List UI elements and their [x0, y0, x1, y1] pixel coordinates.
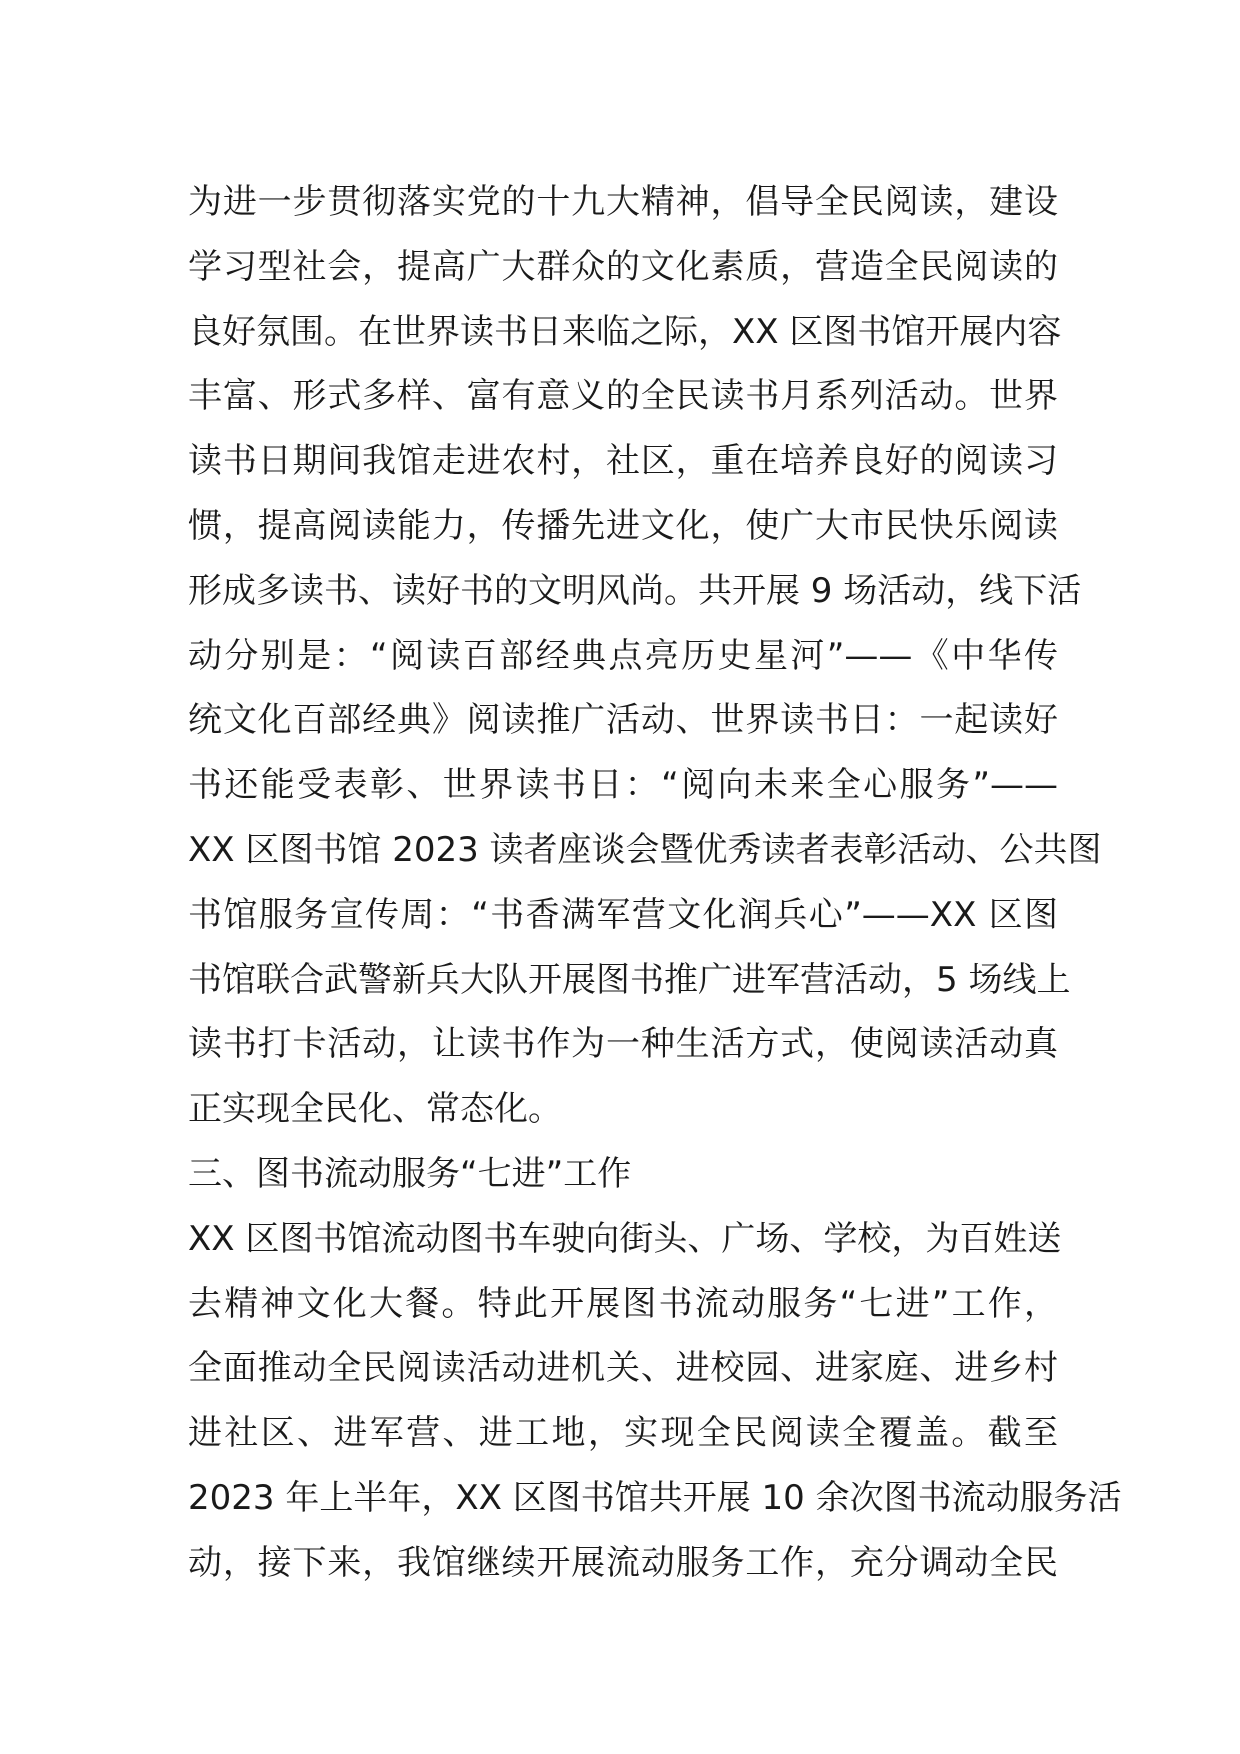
paragraph-line: 书馆联合武警新兵大队开展图书推广进军营活动，5 场线上 [188, 959, 1071, 1000]
paragraph-line: 2023 年上半年，XX 区图书馆共开展 10 余次图书流动服务活 [188, 1477, 1122, 1518]
paragraph-line: 读书日期间我馆走进农村，社区，重在培养良好的阅读习 [188, 441, 1058, 482]
paragraph-line: 学习型社会，提高广大群众的文化素质，营造全民阅读的 [188, 246, 1058, 287]
paragraph-line: 动，接下来，我馆继续开展流动服务工作，充分调动全民 [188, 1542, 1058, 1583]
paragraph-line: 惯，提高阅读能力，传播先进文化，使广大市民快乐阅读 [188, 505, 1058, 546]
paragraph-line: 书还能受表彰、世界读书日：“阅向未来全心服务”—— [188, 765, 1058, 806]
paragraph-line: 良好氛围。在世界读书日来临之际，XX 区图书馆开展内容 [188, 311, 1062, 352]
paragraph-line: XX 区图书馆 2023 读者座谈会暨优秀读者表彰活动、公共图 [188, 829, 1102, 870]
paragraph-line: 统文化百部经典》阅读推广活动、世界读书日：一起读好 [188, 700, 1058, 741]
section-heading: 三、图书流动服务“七进”工作 [188, 1153, 632, 1194]
paragraph-line: 读书打卡活动，让读书作为一种生活方式，使阅读活动真 [188, 1024, 1058, 1065]
paragraph-line: 形成多读书、读好书的文明风尚。共开展 9 场活动，线下活 [188, 570, 1082, 611]
paragraph-line: 丰富、形式多样、富有意义的全民读书月系列活动。世界 [188, 376, 1058, 417]
paragraph-line: 进社区、进军营、进工地，实现全民阅读全覆盖。截至 [188, 1413, 1058, 1454]
paragraph-line: 为进一步贯彻落实党的十九大精神，倡导全民阅读，建设 [188, 182, 1058, 222]
paragraph-line: 动分别是：“阅读百部经典点亮历史星河”——《中华传 [188, 635, 1058, 676]
paragraph-line: 正实现全民化、常态化。 [188, 1089, 562, 1130]
paragraph-line: 书馆服务宣传周：“书香满军营文化润兵心”——XX 区图 [188, 894, 1058, 935]
document-body [188, 170, 1122, 1596]
paragraph-line: 去精神文化大餐。特此开展图书流动服务“七进”工作， [188, 1283, 1058, 1324]
paragraph-line: 全面推动全民阅读活动进机关、进校园、进家庭、进乡村 [188, 1348, 1058, 1389]
paragraph-line: XX 区图书馆流动图书车驶向街头、广场、学校，为百姓送 [188, 1218, 1062, 1259]
